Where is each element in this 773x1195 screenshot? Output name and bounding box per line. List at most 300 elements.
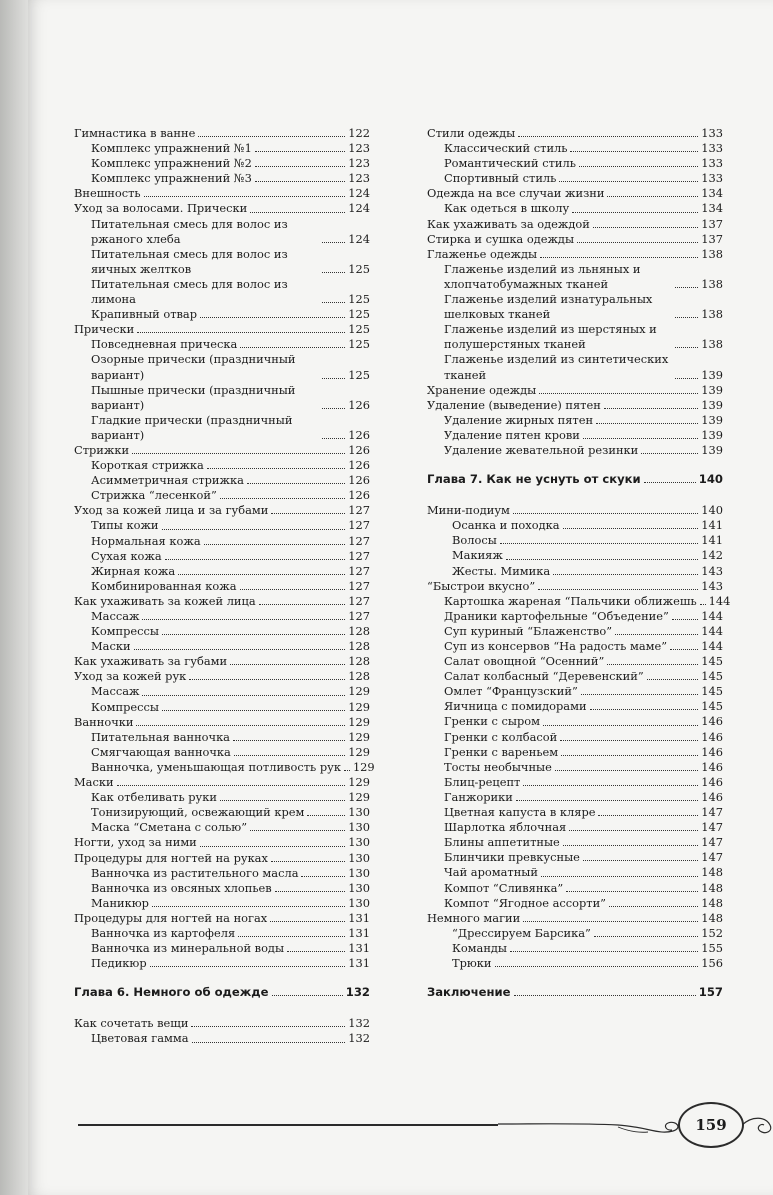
- toc-entry[interactable]: [427, 624, 723, 639]
- toc-entry[interactable]: [74, 911, 370, 926]
- toc-entry[interactable]: [427, 352, 723, 382]
- toc-entry-title: Массаж: [91, 609, 140, 623]
- toc-page-number: 144: [701, 623, 723, 638]
- toc-leader-dots: [322, 408, 345, 409]
- toc-leader-dots: [247, 483, 345, 484]
- toc-column-right: [427, 126, 731, 1016]
- toc-page-number: 145: [701, 654, 723, 669]
- chapter-spacer: [427, 458, 723, 472]
- toc-leader-dots: [233, 740, 345, 741]
- toc-entry-title: Суп куриный “Блаженство”: [444, 623, 613, 638]
- toc-entry-title: Ванночка, уменьшающая потливость рук: [91, 759, 341, 774]
- toc-leader-dots: [150, 966, 346, 967]
- toc-entry[interactable]: [74, 549, 370, 564]
- toc-leader-dots: [255, 166, 345, 167]
- toc-page-number: 130: [348, 865, 370, 880]
- toc-entry[interactable]: [74, 307, 370, 322]
- toc-page-number: 131: [348, 941, 370, 956]
- toc-entry[interactable]: [74, 383, 370, 413]
- toc-leader-dots: [583, 860, 698, 861]
- toc-leader-dots: [307, 815, 345, 816]
- toc-column-left: [74, 126, 375, 1047]
- toc-page-number: 130: [348, 805, 370, 820]
- toc-entry[interactable]: [74, 851, 370, 866]
- toc-page-number: 129: [348, 714, 370, 729]
- toc-leader-dots: [506, 559, 698, 560]
- toc-leader-dots: [510, 951, 698, 952]
- toc-page-number: 147: [701, 835, 723, 850]
- toc-entry-title: Короткая стрижка: [91, 458, 204, 473]
- toc-entry[interactable]: [74, 609, 370, 624]
- toc-entry-title: Удаление (выведение) пятен: [427, 397, 601, 412]
- toc-entry[interactable]: [74, 413, 370, 443]
- toc-entry-title: Стрижка “лесенкой”: [91, 488, 217, 503]
- toc-entry[interactable]: [74, 458, 370, 473]
- toc-entry[interactable]: [427, 639, 723, 654]
- toc-leader-dots: [516, 800, 698, 801]
- toc-entry[interactable]: [74, 715, 370, 730]
- toc-page-number: 127: [348, 563, 370, 578]
- toc-entry[interactable]: [427, 835, 723, 850]
- toc-page-number: 145: [701, 669, 723, 684]
- toc-leader-dots: [200, 317, 345, 318]
- toc-entry[interactable]: [427, 881, 723, 896]
- toc-entry-title: Жирная кожа: [91, 563, 176, 578]
- toc-leader-dots: [322, 242, 345, 243]
- toc-leader-dots: [250, 830, 345, 831]
- toc-page-number: 157: [698, 985, 723, 1000]
- toc-entry-title: Мини-подиум: [427, 503, 510, 518]
- toc-entry[interactable]: [427, 609, 723, 624]
- toc-leader-dots: [607, 196, 698, 197]
- toc-page-number: 143: [701, 563, 723, 578]
- toc-leader-dots: [647, 679, 699, 680]
- toc-entry[interactable]: [74, 881, 370, 896]
- toc-leader-dots: [514, 995, 696, 996]
- toc-leader-dots: [132, 453, 345, 454]
- toc-entry[interactable]: [427, 247, 723, 262]
- toc-entry[interactable]: [74, 594, 370, 609]
- toc-entry-title: Смягчающая ванночка: [91, 744, 231, 759]
- toc-page-number: 138: [701, 246, 723, 261]
- toc-leader-dots: [579, 166, 698, 167]
- toc-chapter[interactable]: [74, 985, 370, 1000]
- toc-leader-dots: [238, 936, 345, 937]
- toc-entry-title: Макияж: [452, 548, 503, 563]
- toc-page-number: 147: [701, 805, 723, 820]
- toc-entry[interactable]: [74, 745, 370, 760]
- toc-entry[interactable]: [427, 745, 723, 760]
- toc-entry[interactable]: [427, 956, 723, 971]
- toc-entry[interactable]: [427, 398, 723, 413]
- toc-page-number: 146: [701, 789, 723, 804]
- toc-page-number: 141: [701, 533, 723, 548]
- toc-page-number: 124: [348, 186, 370, 201]
- toc-entry[interactable]: [74, 775, 370, 790]
- toc-leader-dots: [240, 589, 346, 590]
- toc-page-number: 126: [348, 458, 370, 473]
- toc-page-number: 125: [348, 292, 370, 307]
- toc-entry[interactable]: [74, 926, 370, 941]
- toc-entry[interactable]: [427, 865, 723, 880]
- toc-leader-dots: [523, 921, 698, 922]
- footer-rule: [78, 1124, 498, 1126]
- toc-leader-dots: [518, 136, 698, 137]
- toc-entry[interactable]: [427, 850, 723, 865]
- toc-entry-title: Маски: [74, 775, 114, 790]
- toc-entry[interactable]: [74, 1031, 370, 1046]
- toc-entry-title: “Дрессируем Барсика”: [452, 925, 591, 940]
- toc-leader-dots: [234, 755, 345, 756]
- toc-page-number: 126: [348, 442, 370, 457]
- toc-leader-dots: [191, 1026, 345, 1027]
- toc-leader-dots: [152, 906, 345, 907]
- toc-entry[interactable]: [427, 232, 723, 247]
- toc-leader-dots: [541, 876, 698, 877]
- toc-page-number: 130: [348, 850, 370, 865]
- page-number-badge: [678, 1102, 744, 1148]
- toc-entry-title: Процедуры для ногтей на ногах: [74, 910, 268, 925]
- toc-entry-title: Глаженье изделий изнатуральных шелковых тканей: [444, 292, 653, 322]
- toc-page-number: 146: [701, 759, 723, 774]
- toc-leader-dots: [560, 740, 698, 741]
- toc-leader-dots: [142, 695, 345, 696]
- toc-entry[interactable]: [427, 699, 723, 714]
- toc-entry[interactable]: [74, 518, 370, 533]
- toc-leader-dots: [272, 995, 343, 996]
- toc-entry[interactable]: [74, 579, 370, 594]
- toc-entry[interactable]: [427, 820, 723, 835]
- toc-entry[interactable]: [74, 443, 370, 458]
- toc-entry-title: Сухая кожа: [91, 548, 162, 563]
- toc-entry[interactable]: [427, 171, 723, 186]
- toc-entry[interactable]: [74, 247, 370, 277]
- toc-page-number: 130: [348, 880, 370, 895]
- toc-leader-dots: [670, 649, 698, 650]
- toc-leader-dots: [230, 664, 345, 665]
- toc-leader-dots: [513, 513, 698, 514]
- toc-entry-title: Крапивный отвар: [91, 307, 198, 322]
- toc-page-number: 144: [701, 639, 723, 653]
- toc-entry-title: Массаж: [91, 684, 140, 699]
- toc-leader-dots: [162, 710, 345, 711]
- toc-page-number: 148: [701, 880, 723, 895]
- toc-entry[interactable]: [74, 217, 370, 247]
- toc-entry[interactable]: [427, 684, 723, 699]
- toc-page-number: 126: [348, 473, 370, 488]
- toc-entry-title: Нормальная кожа: [91, 533, 201, 548]
- toc-entry-title: Салат колбасный “Деревенский”: [444, 669, 644, 684]
- toc-entry[interactable]: [74, 186, 370, 201]
- toc-leader-dots: [117, 785, 346, 786]
- toc-entry-title: Ванночка из минеральной воды: [91, 941, 285, 956]
- toc-leader-dots: [250, 212, 345, 213]
- toc-page-number: 148: [701, 895, 723, 910]
- toc-entry-title: Комплекс упражнений №3: [91, 171, 252, 186]
- toc-leader-dots: [615, 634, 698, 635]
- toc-page-number: 138: [701, 337, 723, 352]
- toc-entry[interactable]: [74, 866, 370, 881]
- toc-entry-title: Компот “Сливянка”: [444, 880, 564, 895]
- toc-page-number: 127: [348, 533, 370, 548]
- toc-entry-title: Компрессы: [91, 624, 159, 639]
- toc-entry-title: Ванночка из овсяных хлопьев: [91, 880, 272, 895]
- toc-entry[interactable]: [427, 503, 723, 518]
- toc-leader-dots: [570, 151, 698, 152]
- toc-page-number: 139: [701, 412, 723, 427]
- toc-page-number: 134: [701, 186, 723, 201]
- toc-entry[interactable]: [427, 518, 723, 533]
- toc-entry[interactable]: [427, 533, 723, 548]
- toc-entry[interactable]: [74, 654, 370, 669]
- toc-leader-dots: [240, 347, 345, 348]
- toc-entry-title: Трюки: [452, 955, 492, 970]
- toc-entry-title: Асимметричная стрижка: [91, 473, 244, 488]
- toc-entry-title: Жесты. Мимика: [452, 563, 551, 578]
- toc-leader-dots: [144, 196, 346, 197]
- toc-page-number: 127: [348, 593, 370, 608]
- toc-page-number: 139: [701, 367, 723, 382]
- toc-entry-title: Маникюр: [91, 895, 149, 910]
- toc-entry[interactable]: [427, 126, 723, 141]
- toc-entry[interactable]: [74, 820, 370, 835]
- page-number: 159: [695, 1116, 727, 1134]
- toc-page-number: 130: [348, 895, 370, 910]
- toc-leader-dots: [220, 498, 345, 499]
- toc-entry-title: Повседневная прическа: [91, 337, 238, 352]
- toc-entry[interactable]: [74, 669, 370, 684]
- toc-leader-dots: [255, 151, 345, 152]
- toc-page-number: 130: [348, 835, 370, 850]
- toc-entry-title: Ванночки: [74, 714, 134, 729]
- toc-leader-dots: [192, 1042, 346, 1043]
- toc-entry[interactable]: [74, 790, 370, 805]
- toc-leader-dots: [607, 664, 698, 665]
- toc-entry[interactable]: [74, 700, 370, 715]
- toc-chapter[interactable]: [427, 985, 723, 1000]
- toc-entry[interactable]: [427, 217, 723, 232]
- toc-page-number: 125: [348, 322, 370, 337]
- toc-leader-dots: [198, 136, 345, 137]
- toc-page-number: 139: [701, 442, 723, 457]
- toc-entry-title: Блиц-рецепт: [444, 774, 521, 789]
- toc-entry[interactable]: [427, 413, 723, 428]
- toc-page-number: 129: [348, 744, 370, 759]
- toc-leader-dots: [572, 212, 698, 213]
- toc-entry-title: Комбинированная кожа: [91, 578, 237, 593]
- toc-entry[interactable]: [427, 262, 723, 292]
- toc-entry[interactable]: [74, 1016, 370, 1031]
- toc-entry-title: Как ухаживать за губами: [74, 654, 228, 669]
- toc-entry[interactable]: [427, 926, 723, 941]
- toc-entry-title: Удаление пятен крови: [444, 427, 580, 442]
- toc-page-number: 123: [348, 141, 370, 156]
- toc-leader-dots: [543, 725, 698, 726]
- toc-entry[interactable]: [74, 322, 370, 337]
- toc-entry[interactable]: [74, 171, 370, 186]
- toc-entry[interactable]: [427, 790, 723, 805]
- toc-entry[interactable]: [74, 156, 370, 171]
- toc-page-number: 124: [348, 201, 370, 216]
- toc-page-number: 139: [701, 427, 723, 442]
- toc-leader-dots: [538, 589, 698, 590]
- toc-entry[interactable]: [74, 503, 370, 518]
- toc-entry[interactable]: [427, 156, 723, 171]
- toc-leader-dots: [287, 951, 345, 952]
- chapter-spacer: [74, 1000, 370, 1016]
- toc-page-number: 129: [348, 775, 370, 790]
- toc-entry[interactable]: [74, 684, 370, 699]
- toc-entry-title: Как отбеливать руки: [91, 790, 217, 805]
- toc-leader-dots: [553, 574, 698, 575]
- toc-entry[interactable]: [427, 186, 723, 201]
- toc-entry[interactable]: [74, 835, 370, 850]
- toc-entry[interactable]: [427, 775, 723, 790]
- toc-entry[interactable]: [427, 322, 723, 352]
- toc-entry[interactable]: [427, 564, 723, 579]
- toc-entry[interactable]: [74, 473, 370, 488]
- toc-page-number: 130: [348, 820, 370, 835]
- toc-entry-title: Блины аппетитные: [444, 835, 560, 850]
- toc-chapter[interactable]: [427, 472, 723, 487]
- toc-page-number: 146: [701, 744, 723, 759]
- toc-page-number: 129: [348, 684, 370, 699]
- toc-entry-title: Омлет “Французский”: [444, 684, 578, 699]
- toc-entry[interactable]: [427, 730, 723, 745]
- toc-page-number: 127: [348, 518, 370, 533]
- toc-entry-title: Удаление жевательной резинки: [444, 442, 639, 457]
- toc-leader-dots: [500, 543, 698, 544]
- toc-leader-dots: [301, 876, 345, 877]
- toc-entry[interactable]: [427, 548, 723, 563]
- toc-leader-dots: [581, 694, 698, 695]
- toc-leader-dots: [555, 770, 698, 771]
- toc-entry[interactable]: [427, 593, 731, 609]
- chapter-spacer: [427, 1000, 723, 1016]
- toc-page-number: 137: [701, 216, 723, 231]
- toc-entry[interactable]: [427, 714, 723, 729]
- toc-page-number: 132: [348, 1031, 370, 1046]
- toc-entry[interactable]: [74, 352, 370, 382]
- toc-page-number: 144: [708, 593, 731, 608]
- toc-page-number: 126: [348, 397, 370, 412]
- toc-entry[interactable]: [74, 488, 370, 503]
- toc-entry-title: Глаженье изделий из синтетических тканей: [444, 352, 669, 382]
- toc-entry-title: Романтический стиль: [444, 156, 576, 171]
- toc-entry[interactable]: [74, 896, 370, 911]
- toc-leader-dots: [162, 529, 346, 530]
- toc-entry[interactable]: [427, 579, 723, 594]
- toc-entry-title: Гладкие прически (праздничный вариант): [91, 412, 293, 442]
- toc-page-number: 123: [348, 156, 370, 171]
- toc-entry[interactable]: [74, 141, 370, 156]
- toc-leader-dots: [322, 438, 345, 439]
- toc-entry[interactable]: [427, 443, 723, 458]
- toc-leader-dots: [495, 966, 699, 967]
- toc-entry[interactable]: [74, 639, 370, 654]
- toc-entry-title: Гренки с колбасой: [444, 729, 558, 744]
- toc-entry-title: Ногти, уход за ними: [74, 835, 197, 850]
- toc-entry[interactable]: [427, 805, 723, 820]
- toc-page-number: 145: [701, 699, 723, 714]
- toc-leader-dots: [165, 559, 346, 560]
- toc-entry[interactable]: [74, 941, 370, 956]
- toc-leader-dots: [271, 513, 345, 514]
- toc-leader-dots: [136, 725, 345, 726]
- toc-page-number: 126: [348, 488, 370, 503]
- toc-entry-title: Стили одежды: [427, 126, 516, 140]
- toc-entry[interactable]: [427, 669, 723, 684]
- toc-entry[interactable]: [427, 428, 723, 443]
- toc-entry[interactable]: [74, 277, 370, 307]
- toc-entry-title: Одежда на все случаи жизни: [427, 186, 605, 201]
- toc-page-number: 139: [701, 382, 723, 397]
- toc-entry[interactable]: [74, 201, 370, 216]
- toc-leader-dots: [590, 709, 699, 710]
- toc-entry[interactable]: [74, 534, 370, 549]
- toc-page-number: 131: [348, 925, 370, 940]
- toc-entry[interactable]: [427, 141, 723, 156]
- toc-entry-title: Стрижки: [74, 442, 130, 457]
- toc-page-number: 126: [348, 427, 370, 442]
- toc-entry-title: Глаженье изделий из льняных и хлопчатобумажных тканей: [444, 261, 641, 291]
- toc-entry-title: Питательная смесь для волос из яичных желтков: [91, 246, 288, 276]
- toc-entry-title: Глаженье одежды: [427, 246, 538, 261]
- toc-page-number: 129: [348, 729, 370, 744]
- toc-entry[interactable]: [74, 624, 370, 639]
- toc-entry-title: Классический стиль: [444, 141, 568, 156]
- toc-entry-title: Уход за кожей рук: [74, 669, 187, 684]
- toc-leader-dots: [137, 332, 345, 333]
- toc-entry[interactable]: [427, 760, 723, 775]
- toc-entry[interactable]: [427, 201, 723, 216]
- toc-entry[interactable]: [74, 956, 370, 971]
- chapter-spacer: [74, 971, 370, 985]
- toc-entry-title: Гимнастика в ванне: [74, 126, 196, 140]
- toc-entry[interactable]: [74, 730, 370, 745]
- chapter-spacer: [427, 971, 723, 985]
- toc-page-number: 133: [701, 126, 723, 140]
- toc-entry[interactable]: [74, 337, 370, 352]
- toc-entry-title: Как сочетать вещи: [74, 1016, 189, 1031]
- toc-leader-dots: [561, 755, 698, 756]
- toc-page-number: 125: [348, 337, 370, 352]
- toc-page-number: 141: [701, 518, 723, 533]
- toc-leader-dots: [275, 891, 346, 892]
- toc-page-number: 127: [348, 578, 370, 593]
- toc-entry[interactable]: [427, 896, 723, 911]
- toc-entry-title: Цветная капуста в кляре: [444, 805, 596, 820]
- toc-entry[interactable]: [427, 911, 723, 926]
- toc-entry[interactable]: [427, 292, 723, 322]
- toc-leader-dots: [566, 891, 698, 892]
- toc-page-number: 127: [348, 503, 370, 518]
- toc-entry[interactable]: [427, 383, 723, 398]
- toc-entry-title: Уход за кожей лица и за губами: [74, 503, 269, 518]
- toc-entry[interactable]: [74, 805, 370, 820]
- toc-entry[interactable]: [74, 759, 375, 775]
- toc-entry[interactable]: [74, 126, 370, 141]
- toc-leader-dots: [271, 861, 345, 862]
- toc-entry[interactable]: [427, 941, 723, 956]
- toc-entry[interactable]: [74, 564, 370, 579]
- toc-page-number: 148: [701, 910, 723, 925]
- toc-page-number: 156: [701, 955, 723, 970]
- toc-leader-dots: [322, 272, 345, 273]
- toc-leader-dots: [594, 936, 698, 937]
- toc-entry[interactable]: [427, 654, 723, 669]
- toc-page-number: 138: [701, 307, 723, 322]
